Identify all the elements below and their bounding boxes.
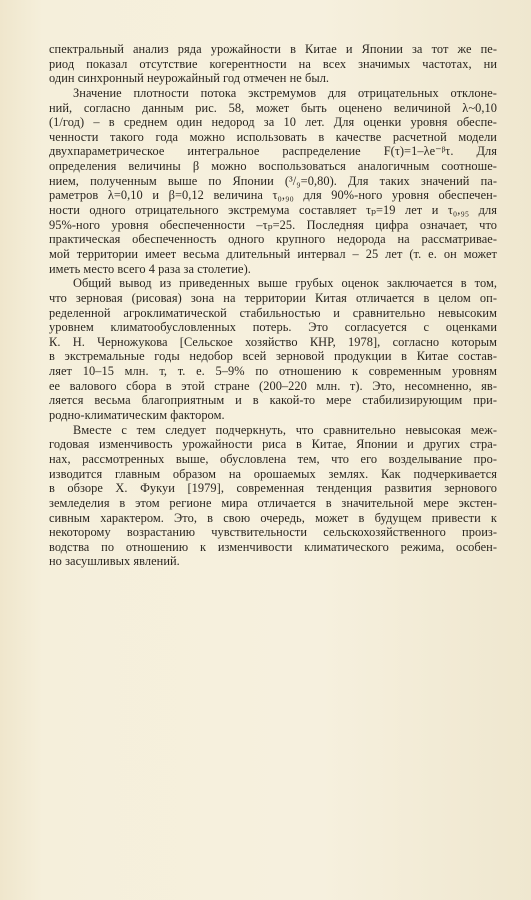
text-line: годовая изменчивость урожайности риса в Китае, Японии и других стра-: [49, 437, 497, 452]
text-line: ее валового сбора в этой стране (200–220 млн. т). Это, несомненно, яв-: [49, 378, 497, 393]
text-line: ний, согласно данным рис. 58, может быть оценено величиной λ~0,10: [49, 100, 497, 115]
text-line: но засушливых явлений.: [49, 554, 180, 569]
text-line: водства по отношению к изменчивости климатического режима, особен-: [49, 539, 497, 554]
text-line: ченности такого года можно использовать в качестве расчетной модели: [49, 129, 497, 144]
text-line: двухпараметрическое интегральное распределение F(τ)=1–λe⁻ᵝτ. Для: [49, 144, 497, 159]
text-line: родно-климатическим фактором.: [49, 408, 225, 423]
text-line: Вместе с тем следует подчеркнуть, что сравнительно невысокая меж-: [73, 422, 497, 437]
text-line: Значение плотности потока экстремумов для отрицательных отклоне-: [73, 85, 497, 100]
text-line: уровнем климатообусловленных потерь. Это согласуется с оценками: [49, 320, 497, 335]
paragraph: [49, 42, 497, 86]
text-line: сивным характером. Это, в свою очередь, может в будущем привести к: [49, 510, 497, 525]
text-line: (1/год) – в среднем один недород за 10 лет. Для оценки уровня обеспе-: [49, 115, 497, 130]
paragraph: [49, 86, 497, 276]
text-line: нах, рассмотренных выше, обусловлена тем, что его возделывание про-: [49, 451, 497, 466]
text-line: мой территории имеет весьма длительный интервал – 25 лет (т. е. он может: [49, 246, 497, 261]
text-line: риод показал отсутствие когерентности на всех значимых частотах, ни: [49, 56, 497, 71]
page-text: [49, 42, 497, 569]
text-line: К. Н. Черножукова [Сельское хозяйство КНР, 1978], согласно которым: [49, 334, 497, 349]
text-line: практическая обеспеченность одного крупного недорода на рассматривае-: [49, 232, 497, 247]
text-line: ляется весьма благоприятным и в какой-то мере стабилизирующим при-: [49, 393, 497, 408]
text-line: ляет 10–15 млн. т, т. е. 5–9% по отношению к современным уровням: [49, 364, 497, 379]
text-line: определения величины β можно воспользоваться аналогичным соотноше-: [49, 159, 497, 174]
text-line: в экстремальные годы недобор всей зерновой продукции в Китае состав-: [49, 349, 497, 364]
text-line: Общий вывод из приведенных выше грубых оценок заключается в том,: [73, 276, 497, 291]
text-line: ности одного отрицательного экстремума составляет τₚ=19 лет и τ₀,₉₅ для: [49, 203, 497, 218]
text-line: что зерновая (рисовая) зона на территории Китая отличается в целом оп-: [49, 290, 497, 305]
text-line: некоторому возрастанию чувствительности сельскохозяйственного произ-: [49, 525, 497, 540]
text-line: раметров λ=0,10 и β=0,12 величина τ₀,₉₀ для 90%-ного уровня обеспечен-: [49, 188, 497, 203]
text-line: в обзоре Х. Фукуи [1979], современная тенденция развития зернового: [49, 481, 497, 496]
text-line: один синхронный неурожайный год отмечен не был.: [49, 71, 330, 86]
text-line: иметь место всего 4 раза за столетие).: [49, 261, 251, 276]
text-line: ределенной агроклиматической стабильностью и сравнительно невысоким: [49, 305, 497, 320]
paragraph: [49, 276, 497, 422]
text-line: изводится главным образом на орошаемых землях. Как подчеркивается: [49, 466, 497, 481]
paragraph: [49, 423, 497, 569]
text-line: 95%-ного уровня обеспеченности –τₚ=25. Последняя цифра означает, что: [49, 217, 497, 232]
text-line: нием, полученным выше по Японии (³/₉=0,80). Для таких значений па-: [49, 173, 497, 188]
text-line: земледелия в этом регионе мира отличается в значительной мере экстен-: [49, 495, 497, 510]
text-line: спектральный анализ ряда урожайности в Китае и Японии за тот же пе-: [49, 42, 497, 56]
